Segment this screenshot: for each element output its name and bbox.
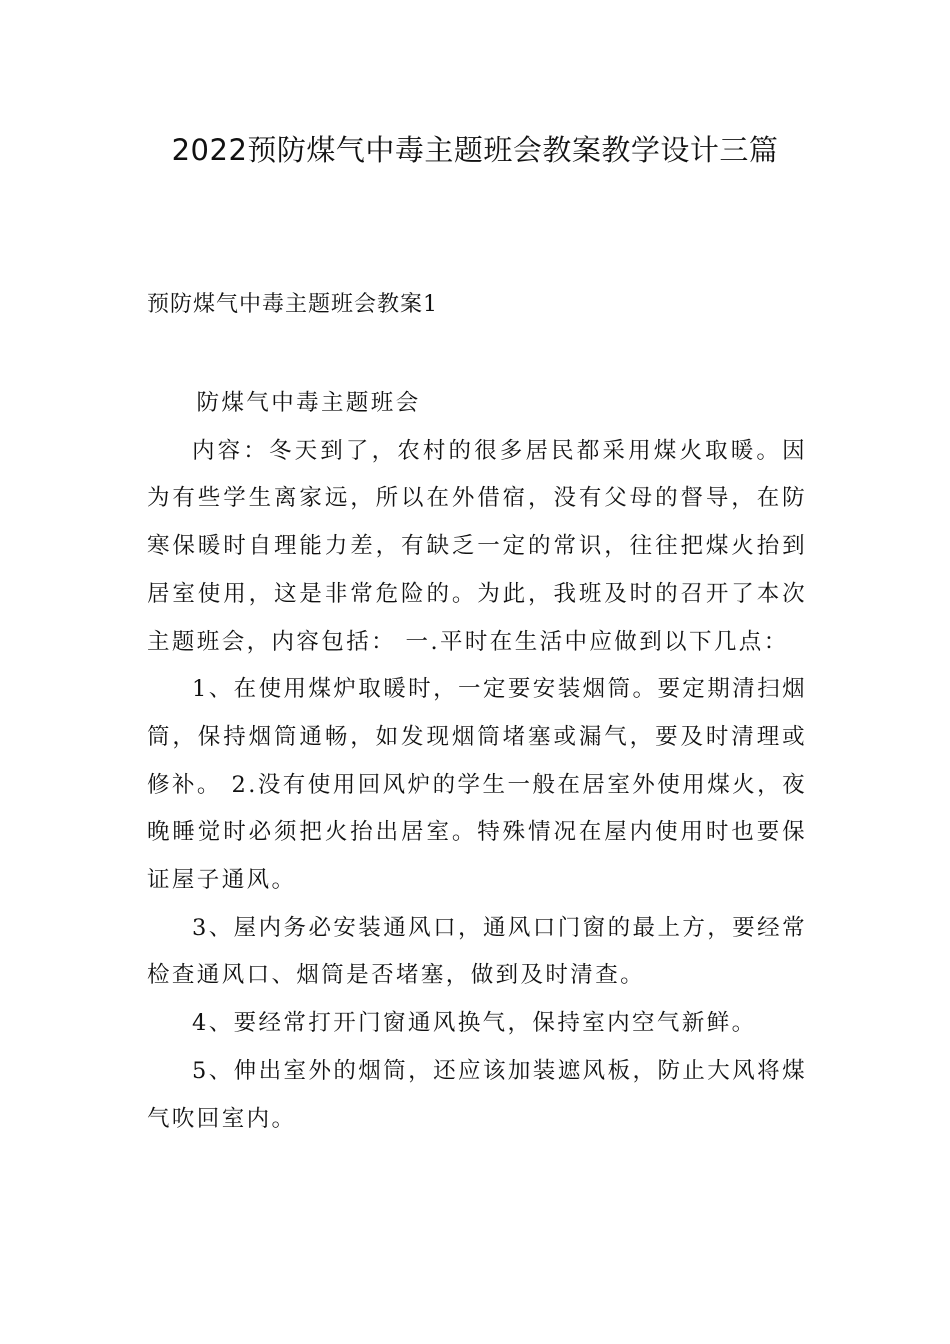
document-body (147, 380, 807, 1143)
document-title: 2022预防煤气中毒主题班会教案教学设计三篇 (171, 133, 779, 167)
section-heading: 预防煤气中毒主题班会教案1 (147, 292, 438, 317)
paragraph: 4、要经常打开门窗通风换气，保持室内空气新鲜。 (192, 1010, 757, 1037)
paragraph: 3、屋内务必安装通风口，通风口门窗的最上方，要经常检查通风口、烟筒是否堵塞，做到及时清查。 (147, 914, 807, 989)
paragraph: 5、伸出室外的烟筒，还应该加装遮风板，防止大风将煤气吹回室内。 (147, 1057, 807, 1132)
paragraph: 内容：冬天到了，农村的很多居民都采用煤火取暖。因为有些学生离家远，所以在外借宿，没有父母的督导，在防寒保暖时自理能力差，有缺乏一定的常识，往往把煤火抬到居室使用，这是非常危险的。为此，我班及时的召开了本次主题班会，内容包括： 一.平时在生活中应做到以下几点： (147, 437, 807, 655)
subheading: 防煤气中毒主题班会 (196, 390, 421, 416)
paragraph: 1、在使用煤炉取暖时，一定要安装烟筒。要定期清扫烟筒，保持烟筒通畅，如发现烟筒堵塞或漏气，要及时清理或修补。 2.没有使用回风炉的学生一般在居室外使用煤火，夜晚睡觉时必须把火抬出居室。特殊情况在屋内使用时也要保证屋子通风。 (147, 676, 807, 894)
